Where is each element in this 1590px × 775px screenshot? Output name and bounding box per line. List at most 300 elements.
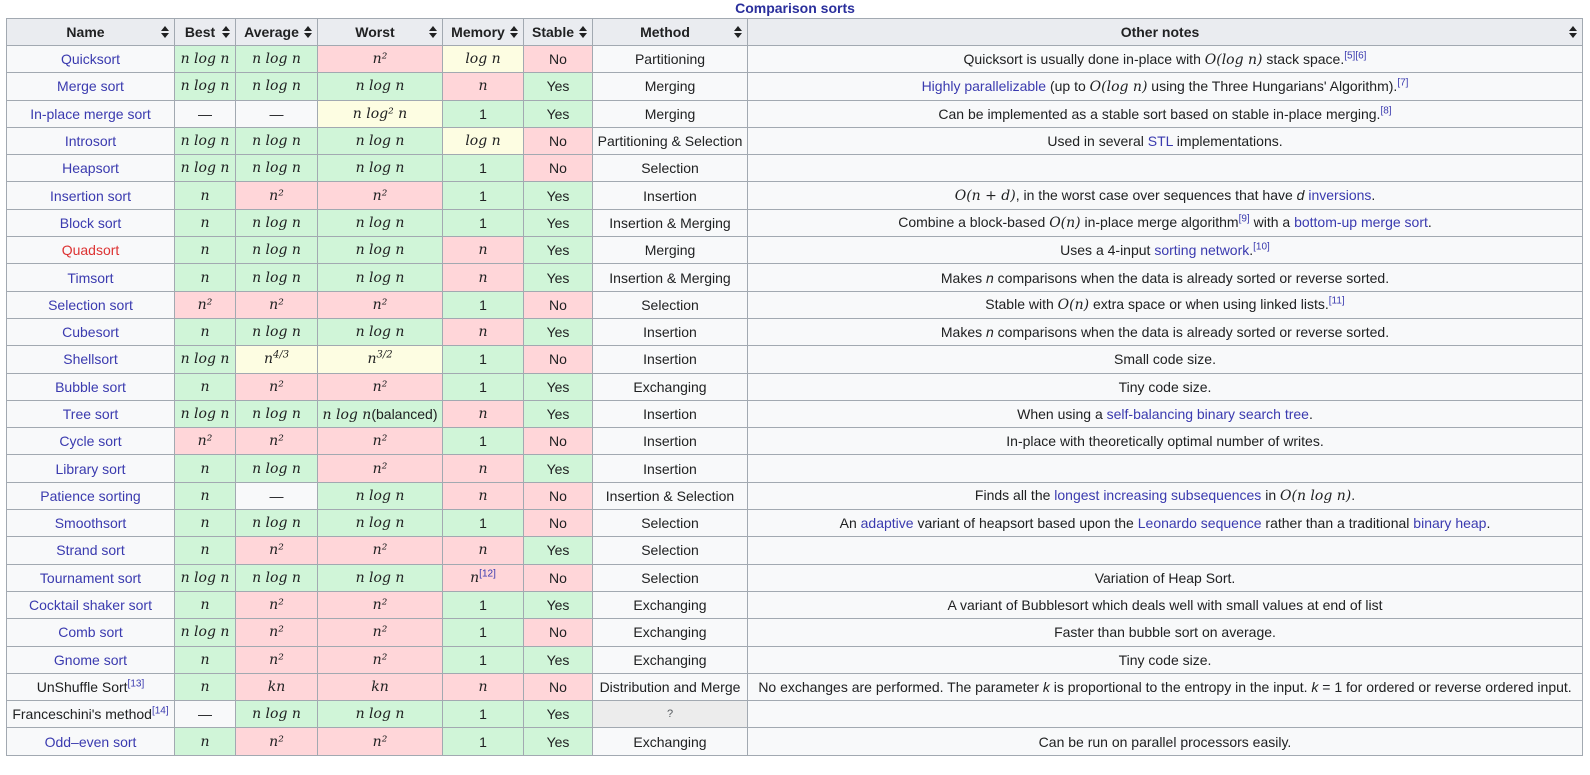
algorithm-name-link[interactable]: Smoothsort (54, 515, 127, 532)
worst-case-cell: n log n (318, 564, 443, 591)
worst-case-cell: n² (318, 537, 443, 564)
algorithm-name-link[interactable]: Tournament sort (39, 569, 142, 586)
memory-cell: 1 (443, 701, 524, 728)
average-case-cell: $n^{4/3}$ (236, 346, 318, 373)
stable-cell: Yes (524, 455, 593, 482)
sort-arrows-icon[interactable] (304, 26, 312, 38)
note-link[interactable]: inversions (1308, 187, 1372, 204)
sort-arrows-icon[interactable] (734, 26, 742, 38)
worst-case-cell: n² (318, 373, 443, 400)
table-row (7, 482, 1583, 509)
stable-cell: Yes (524, 537, 593, 564)
average-case-cell: n log n (236, 455, 318, 482)
memory-cell: 1 (443, 728, 524, 755)
note-text: A variant of Bubblesort which deals well with small values at end of list (947, 597, 1383, 614)
memory-cell: 1 (443, 209, 524, 236)
math-expression: O(n) (1057, 297, 1090, 314)
method-cell: Insertion (593, 318, 748, 345)
reference-link[interactable]: [14] (151, 705, 169, 717)
worst-case-cell: n log n (318, 482, 443, 509)
memory-cell: 1 (443, 155, 524, 182)
other-notes-cell (748, 73, 1583, 100)
column-header-best[interactable] (175, 19, 236, 46)
method-cell: Exchanging (593, 591, 748, 618)
column-header-label: Other notes (1120, 24, 1200, 40)
algorithm-name-link[interactable]: Block sort (59, 214, 122, 231)
algorithm-name-cell[interactable] (7, 591, 175, 618)
algorithm-name-link[interactable]: Selection sort (48, 296, 133, 313)
worst-case-cell: n² (318, 428, 443, 455)
note-text: is proportional to the entropy in the input. (1049, 678, 1312, 695)
column-header-label: Stable (531, 24, 574, 40)
math-expression: O(n) (1049, 215, 1081, 232)
worst-case-cell: kn (318, 673, 443, 700)
stable-cell: Yes (524, 182, 593, 209)
note-text: Can be implemented as a stable sort based on stable in-place merging. (938, 105, 1381, 122)
algorithm-name-cell[interactable] (7, 646, 175, 673)
table-row (7, 537, 1583, 564)
algorithm-name-link[interactable]: Bubble sort (55, 378, 126, 395)
reference-link[interactable]: [9] (1238, 213, 1250, 225)
stable-cell: No (524, 127, 593, 154)
table-row (7, 182, 1583, 209)
other-notes-cell (748, 673, 1583, 700)
algorithm-name-link[interactable]: Tree sort (62, 406, 119, 422)
method-cell: Insertion (593, 455, 748, 482)
other-notes-cell (748, 291, 1583, 318)
worst-case-cell: n log n (318, 237, 443, 264)
algorithm-name-cell[interactable] (7, 182, 175, 209)
memory-cell: log n (443, 127, 524, 154)
algorithm-name-link[interactable]: Odd–even sort (44, 733, 137, 750)
note-text: When using a (1017, 406, 1107, 422)
algorithm-name-link: Franceschini's method (12, 706, 152, 723)
method-cell: Exchanging (593, 646, 748, 673)
algorithm-name-link[interactable]: Gnome sort (53, 651, 128, 668)
method-cell: Selection (593, 537, 748, 564)
note-text: Stable with (985, 296, 1058, 313)
stable-cell: No (524, 510, 593, 537)
table-row (7, 510, 1583, 537)
algorithm-name-link[interactable]: Insertion sort (50, 187, 131, 204)
algorithm-name-link[interactable]: Cycle sort (59, 433, 122, 450)
citation (1253, 242, 1270, 253)
algorithm-name-link[interactable]: Patience sorting (40, 487, 141, 504)
note-text: variant of heapsort based upon the (913, 515, 1138, 532)
algorithm-name-cell[interactable] (7, 373, 175, 400)
algorithm-name-cell[interactable] (7, 209, 175, 236)
best-case-cell: n log n (175, 73, 236, 100)
algorithm-name-cell[interactable] (7, 237, 175, 264)
other-notes-cell (748, 155, 1583, 182)
algorithm-name-cell (7, 701, 175, 728)
memory-cell: n (443, 318, 524, 345)
worst-case-cell: n² (318, 291, 443, 318)
average-case-cell: n log n (236, 209, 318, 236)
note-text: comparisons when the data is already sorted or reverse sorted. (993, 269, 1390, 286)
other-notes-cell (748, 46, 1583, 73)
best-case-cell: n (175, 510, 236, 537)
stable-cell: No (524, 564, 593, 591)
other-notes-cell (748, 237, 1583, 264)
best-case-cell: n (175, 209, 236, 236)
method-cell: Exchanging (593, 373, 748, 400)
table-row (7, 318, 1583, 345)
algorithm-name-link[interactable]: Introsort (64, 133, 117, 150)
average-case-cell: n log n (236, 46, 318, 73)
math-expression: O(log n) (1089, 78, 1148, 95)
note-text: . (1486, 515, 1491, 532)
memory-cell: n (443, 264, 524, 291)
worst-case-cell: n² (318, 182, 443, 209)
algorithm-name-cell[interactable] (7, 537, 175, 564)
algorithm-name-cell[interactable] (7, 564, 175, 591)
note-text: extra space or when using linked lists. (1089, 296, 1329, 313)
column-header-label: Name (66, 24, 105, 40)
table-row (7, 155, 1583, 182)
note-link[interactable]: self-balancing binary search tree (1106, 406, 1309, 422)
table-row (7, 100, 1583, 127)
note-text: Used in several (1047, 133, 1148, 150)
stable-cell: No (524, 155, 593, 182)
method-cell: Distribution and Merge (593, 673, 748, 700)
note-text: in (1261, 487, 1280, 504)
note-link[interactable]: Leonardo sequence (1137, 515, 1262, 532)
note-text: . (1351, 487, 1356, 504)
memory-cell: 1 (443, 346, 524, 373)
best-case-cell: n (175, 673, 236, 700)
method-cell: Insertion & Merging (593, 209, 748, 236)
worst-case-cell: n log n (318, 264, 443, 291)
average-case-cell: kn (236, 673, 318, 700)
note-text: . (1427, 214, 1432, 231)
sort-arrows-icon[interactable] (579, 26, 587, 38)
header-row (7, 19, 1583, 46)
worst-case-cell: n log n (318, 73, 443, 100)
table-body (7, 46, 1583, 756)
other-notes-cell (748, 482, 1583, 509)
note-link[interactable]: STL (1147, 133, 1173, 150)
best-case-cell: n log n (175, 46, 236, 73)
method-cell: Selection (593, 510, 748, 537)
best-case-cell: n log n (175, 564, 236, 591)
method-cell: Merging (593, 73, 748, 100)
column-header-label: Worst (355, 24, 395, 40)
worst-case-cell: n² (318, 46, 443, 73)
other-notes-cell (748, 455, 1583, 482)
citation (1397, 77, 1408, 88)
column-header-method[interactable] (593, 19, 748, 46)
column-header-label: Memory (451, 24, 505, 40)
other-notes-cell (748, 591, 1583, 618)
column-header-label: Method (640, 24, 690, 40)
reference-link[interactable]: [7] (1397, 77, 1409, 89)
math-expression: O(n log n) (1280, 488, 1352, 505)
reference-link[interactable]: [10] (1253, 241, 1270, 253)
algorithm-name-cell[interactable] (7, 510, 175, 537)
average-case-cell: n log n (236, 155, 318, 182)
algorithm-name-cell[interactable] (7, 455, 175, 482)
stable-cell: No (524, 482, 593, 509)
memory-cell: n[12] (443, 564, 524, 591)
memory-cell: 1 (443, 591, 524, 618)
algorithm-name-cell[interactable] (7, 264, 175, 291)
note-text: Finds all the (974, 487, 1055, 504)
worst-case-cell: n log n (318, 318, 443, 345)
table-row (7, 591, 1583, 618)
reference-link[interactable]: [8] (1380, 105, 1392, 117)
best-case-cell: n (175, 318, 236, 345)
algorithm-name-link[interactable]: Quadsort (61, 242, 120, 259)
stable-cell: Yes (524, 400, 593, 427)
stable-cell: Yes (524, 237, 593, 264)
stable-cell: Yes (524, 591, 593, 618)
best-case-cell: n (175, 182, 236, 209)
average-case-cell: — (236, 482, 318, 509)
algorithm-name-cell[interactable] (7, 318, 175, 345)
best-case-cell: n log n (175, 400, 236, 427)
stable-cell: Yes (524, 264, 593, 291)
column-header-stable[interactable] (524, 19, 593, 46)
algorithm-name-cell[interactable] (7, 619, 175, 646)
algorithm-name-link[interactable]: Timsort (67, 269, 114, 286)
table-row (7, 264, 1583, 291)
algorithm-name-link[interactable]: In-place merge sort (30, 105, 151, 122)
note-text: Tiny code size. (1118, 651, 1212, 668)
algorithm-name-cell[interactable] (7, 400, 175, 427)
table-row (7, 455, 1583, 482)
algorithm-name-cell[interactable] (7, 100, 175, 127)
italic-variable: k (1311, 678, 1319, 695)
algorithm-name-link: UnShuffle Sort (36, 678, 128, 695)
method-cell: Selection (593, 291, 748, 318)
best-case-cell: n log n (175, 346, 236, 373)
average-case-cell: n² (236, 182, 318, 209)
stable-cell: No (524, 619, 593, 646)
best-case-cell: n (175, 728, 236, 755)
note-text: Faster than bubble sort on average. (1054, 624, 1276, 641)
average-case-cell: n² (236, 619, 318, 646)
average-case-cell: n log n (236, 564, 318, 591)
best-case-cell: n (175, 264, 236, 291)
table-row (7, 346, 1583, 373)
other-notes-cell (748, 100, 1583, 127)
method-cell: Exchanging (593, 619, 748, 646)
reference-link[interactable]: [11] (1328, 295, 1345, 307)
best-case-cell: n (175, 373, 236, 400)
note-link[interactable]: Highly parallelizable (921, 77, 1047, 94)
algorithm-name-link[interactable]: Quicksort (60, 51, 121, 68)
average-case-cell: n log n (236, 264, 318, 291)
other-notes-cell (748, 182, 1583, 209)
stable-cell: Yes (524, 373, 593, 400)
math-expression: O(n + d) (954, 188, 1016, 205)
algorithm-name-cell[interactable] (7, 46, 175, 73)
algorithm-name-cell[interactable] (7, 127, 175, 154)
reference-link[interactable]: [13] (127, 678, 145, 690)
algorithm-name-cell[interactable] (7, 346, 175, 373)
other-notes-cell (748, 564, 1583, 591)
algorithm-name-link[interactable]: Cocktail shaker sort (29, 597, 152, 614)
algorithm-name-cell[interactable] (7, 73, 175, 100)
sort-arrows-icon[interactable] (1569, 26, 1577, 38)
column-header-memory[interactable] (443, 19, 524, 46)
sort-arrows-icon[interactable] (161, 26, 169, 38)
other-notes-cell (748, 537, 1583, 564)
sort-arrows-icon[interactable] (510, 26, 518, 38)
memory-cell: n (443, 482, 524, 509)
memory-cell: n (443, 400, 524, 427)
memory-cell: n (443, 237, 524, 264)
average-case-cell: n² (236, 591, 318, 618)
algorithm-name-cell[interactable] (7, 728, 175, 755)
best-case-cell: n log n (175, 155, 236, 182)
note-text: = 1 for ordered or reverse ordered input. (1318, 678, 1572, 695)
other-notes-cell (748, 400, 1583, 427)
average-case-cell: n² (236, 646, 318, 673)
average-case-cell: n² (236, 291, 318, 318)
algorithm-name-cell[interactable] (7, 482, 175, 509)
best-case-cell: n (175, 537, 236, 564)
other-notes-cell (748, 264, 1583, 291)
stable-cell: Yes (524, 73, 593, 100)
other-notes-cell (748, 127, 1583, 154)
method-cell: Insertion & Selection (593, 482, 748, 509)
reference-link[interactable]: [5][6] (1344, 49, 1367, 61)
memory-cell: 1 (443, 510, 524, 537)
worst-case-cell: n log n (318, 209, 443, 236)
average-case-cell: n log n (236, 510, 318, 537)
worst-case-cell: n² (318, 728, 443, 755)
worst-case-cell: n² (318, 619, 443, 646)
note-text: in-place merge algorithm (1080, 214, 1239, 231)
column-header-average[interactable] (236, 19, 318, 46)
best-case-cell: — (175, 100, 236, 127)
other-notes-cell (748, 346, 1583, 373)
sort-arrows-icon[interactable] (222, 26, 230, 38)
method-cell: Selection (593, 564, 748, 591)
note-text: Small code size. (1114, 351, 1216, 368)
table-row (7, 673, 1583, 700)
other-notes-cell (748, 646, 1583, 673)
average-case-cell: n log n (236, 400, 318, 427)
best-case-cell: — (175, 701, 236, 728)
average-case-cell: n² (236, 373, 318, 400)
note-link[interactable]: bottom-up merge sort (1294, 214, 1428, 231)
comparison-sorts-table (6, 18, 1583, 756)
method-cell: Insertion (593, 400, 748, 427)
best-case-cell: n log n (175, 127, 236, 154)
method-cell: Insertion (593, 182, 748, 209)
average-case-cell: n² (236, 428, 318, 455)
note-text: with a (1249, 214, 1295, 231)
note-link[interactable]: sorting network (1154, 242, 1250, 259)
best-case-cell: n² (175, 291, 236, 318)
other-notes-cell (748, 373, 1583, 400)
stable-cell: Yes (524, 646, 593, 673)
italic-variable: n (986, 269, 994, 286)
memory-cell: 1 (443, 619, 524, 646)
table-row (7, 46, 1583, 73)
table-row (7, 237, 1583, 264)
note-text: . (1249, 242, 1254, 259)
stable-cell: No (524, 346, 593, 373)
worst-case-cell: n log n (318, 127, 443, 154)
worst-case-cell: n² (318, 646, 443, 673)
stable-cell: No (524, 428, 593, 455)
memory-cell: 1 (443, 100, 524, 127)
worst-case-cell: n² (318, 591, 443, 618)
note-text: (up to (1046, 77, 1090, 94)
algorithm-name-link[interactable]: Cubesort (62, 324, 119, 341)
algorithm-name-link[interactable]: Heapsort (62, 160, 119, 177)
citation (1329, 296, 1345, 307)
other-notes-cell (748, 428, 1583, 455)
table-row (7, 564, 1583, 591)
algorithm-name-cell[interactable] (7, 291, 175, 318)
average-case-cell: n log n (236, 318, 318, 345)
note-text: rather than a traditional (1261, 515, 1414, 532)
algorithm-name-link[interactable]: Comb sort (58, 624, 123, 641)
other-notes-cell (748, 728, 1583, 755)
citation (1239, 214, 1250, 225)
note-text: An (839, 515, 861, 532)
memory-cell: 1 (443, 291, 524, 318)
method-cell: Selection (593, 155, 748, 182)
memory-cell: 1 (443, 428, 524, 455)
column-header-name[interactable] (7, 19, 175, 46)
note-link[interactable]: adaptive (860, 515, 914, 532)
note-link[interactable]: longest increasing subsequences (1054, 487, 1262, 504)
method-cell: Merging (593, 100, 748, 127)
note-text: stack space. (1262, 50, 1345, 67)
note-text: using the Three Hungarians' Algorithm). (1147, 77, 1398, 94)
table-row (7, 73, 1583, 100)
best-case-cell: n (175, 646, 236, 673)
worst-case-cell: n log n (318, 155, 443, 182)
table-row (7, 127, 1583, 154)
algorithm-name-cell (7, 673, 175, 700)
algorithm-name-link[interactable]: Library sort (55, 460, 126, 477)
note-text: Tiny code size. (1118, 378, 1212, 395)
algorithm-name-cell[interactable] (7, 428, 175, 455)
average-case-cell: n log n (236, 237, 318, 264)
algorithm-name-link[interactable]: Merge sort (57, 78, 124, 95)
column-header-label: Best (184, 24, 216, 40)
average-case-cell: n log n (236, 127, 318, 154)
note-text: , in the worst case over sequences that have (1015, 187, 1297, 204)
column-header-worst[interactable] (318, 19, 443, 46)
stable-cell: Yes (524, 209, 593, 236)
method-cell: ? (593, 701, 748, 728)
stable-cell: Yes (524, 728, 593, 755)
note-link[interactable]: binary heap (1413, 515, 1487, 532)
method-cell: Partitioning & Selection (593, 127, 748, 154)
stable-cell: Yes (524, 318, 593, 345)
algorithm-name-link[interactable]: Strand sort (56, 542, 125, 559)
average-case-cell: n² (236, 728, 318, 755)
best-case-cell: n² (175, 428, 236, 455)
sort-arrows-icon[interactable] (429, 26, 437, 38)
best-case-cell: n (175, 591, 236, 618)
memory-cell: n (443, 673, 524, 700)
method-cell: Exchanging (593, 728, 748, 755)
algorithm-name-cell[interactable] (7, 155, 175, 182)
caption-text: Comparison sorts (735, 0, 855, 16)
column-header-other-notes[interactable] (748, 19, 1583, 46)
method-cell: Partitioning (593, 46, 748, 73)
algorithm-name-link[interactable]: Shellsort (63, 351, 118, 368)
